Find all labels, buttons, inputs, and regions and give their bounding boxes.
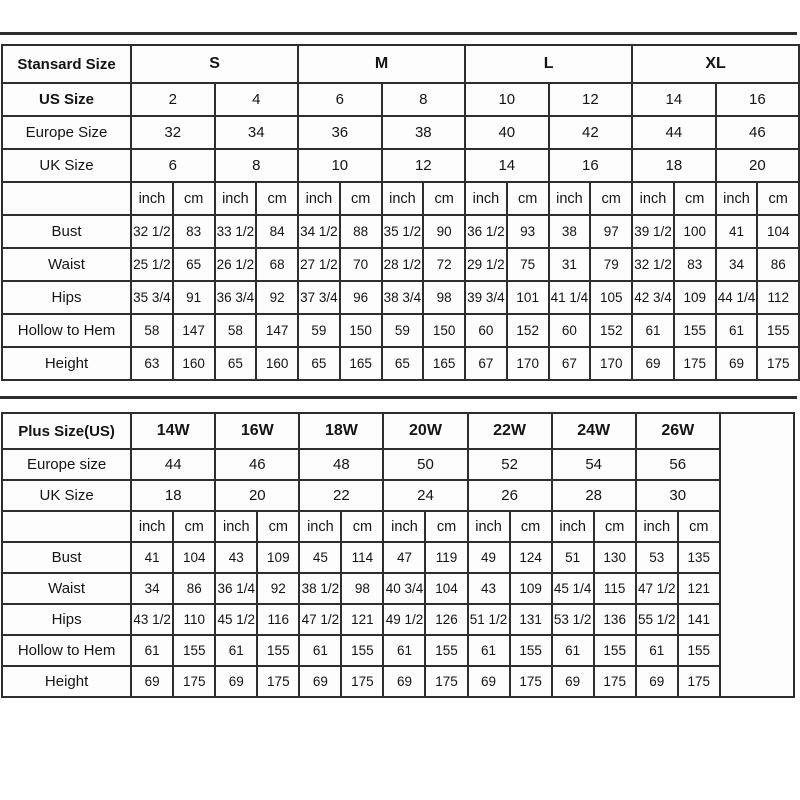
cm-unit-cell: cm bbox=[425, 511, 467, 542]
cm-value-cell: 86 bbox=[757, 248, 799, 281]
cm-value-cell: 126 bbox=[425, 604, 467, 635]
inch-value-cell: 65 bbox=[382, 347, 424, 380]
cm-value-cell: 175 bbox=[678, 666, 720, 697]
uk-size-cell: 30 bbox=[636, 480, 720, 511]
cm-value-cell: 93 bbox=[507, 215, 549, 248]
cm-value-cell: 109 bbox=[257, 542, 299, 573]
inch-unit-cell: inch bbox=[131, 182, 173, 215]
inch-value-cell: 41 bbox=[131, 542, 173, 573]
inch-value-cell: 51 1/2 bbox=[468, 604, 510, 635]
cm-value-cell: 131 bbox=[510, 604, 552, 635]
cm-value-cell: 155 bbox=[257, 635, 299, 666]
measurement-label: Waist bbox=[2, 573, 131, 604]
us-size-cell: 8 bbox=[382, 83, 466, 116]
cm-value-cell: 175 bbox=[173, 666, 215, 697]
europe-size-cell: 46 bbox=[716, 116, 800, 149]
inch-unit-cell: inch bbox=[552, 511, 594, 542]
inch-value-cell: 41 bbox=[716, 215, 758, 248]
cm-value-cell: 170 bbox=[507, 347, 549, 380]
table-row bbox=[2, 347, 799, 380]
inch-value-cell: 32 1/2 bbox=[131, 215, 173, 248]
cm-unit-cell: cm bbox=[674, 182, 716, 215]
cm-value-cell: 155 bbox=[425, 635, 467, 666]
measurement-label: Waist bbox=[2, 248, 131, 281]
inch-value-cell: 60 bbox=[465, 314, 507, 347]
inch-value-cell: 29 1/2 bbox=[465, 248, 507, 281]
inch-value-cell: 58 bbox=[131, 314, 173, 347]
cm-value-cell: 70 bbox=[340, 248, 382, 281]
europe-size-cell: 56 bbox=[636, 449, 720, 480]
cm-value-cell: 109 bbox=[674, 281, 716, 314]
measurement-label: Hollow to Hem bbox=[2, 314, 131, 347]
unit-row-blank-cell bbox=[2, 511, 131, 542]
cm-value-cell: 109 bbox=[510, 573, 552, 604]
inch-value-cell: 63 bbox=[131, 347, 173, 380]
europe-size-cell: 44 bbox=[632, 116, 716, 149]
inch-value-cell: 35 1/2 bbox=[382, 215, 424, 248]
inch-value-cell: 27 1/2 bbox=[298, 248, 340, 281]
cm-unit-cell: cm bbox=[757, 182, 799, 215]
unit-row-blank-cell bbox=[2, 182, 131, 215]
middle-divider bbox=[0, 396, 797, 399]
measurement-label: Height bbox=[2, 666, 131, 697]
standard-size-table bbox=[1, 44, 800, 381]
cm-value-cell: 160 bbox=[173, 347, 215, 380]
cm-unit-cell: cm bbox=[341, 511, 383, 542]
inch-value-cell: 36 3/4 bbox=[215, 281, 257, 314]
cm-value-cell: 100 bbox=[674, 215, 716, 248]
inch-value-cell: 41 1/4 bbox=[549, 281, 591, 314]
cm-value-cell: 150 bbox=[423, 314, 465, 347]
europe-size-cell: 44 bbox=[131, 449, 215, 480]
table-row bbox=[2, 511, 794, 542]
us-size-cell: 16 bbox=[716, 83, 800, 116]
cm-value-cell: 175 bbox=[257, 666, 299, 697]
cm-value-cell: 121 bbox=[678, 573, 720, 604]
inch-unit-cell: inch bbox=[215, 511, 257, 542]
europe-size-cell: 38 bbox=[382, 116, 466, 149]
uk-size-cell: 18 bbox=[632, 149, 716, 182]
cm-value-cell: 155 bbox=[757, 314, 799, 347]
uk-size-cell: 28 bbox=[552, 480, 636, 511]
cm-value-cell: 121 bbox=[341, 604, 383, 635]
inch-value-cell: 69 bbox=[552, 666, 594, 697]
inch-value-cell: 60 bbox=[549, 314, 591, 347]
cm-unit-cell: cm bbox=[173, 511, 215, 542]
cm-value-cell: 83 bbox=[674, 248, 716, 281]
us-size-cell: 2 bbox=[131, 83, 215, 116]
inch-value-cell: 58 bbox=[215, 314, 257, 347]
cm-unit-cell: cm bbox=[256, 182, 298, 215]
inch-value-cell: 61 bbox=[716, 314, 758, 347]
cm-value-cell: 90 bbox=[423, 215, 465, 248]
size-system-label: Stansard Size bbox=[2, 45, 131, 83]
europe-size-cell: 32 bbox=[131, 116, 215, 149]
cm-value-cell: 175 bbox=[674, 347, 716, 380]
uk-size-label: UK Size bbox=[2, 149, 131, 182]
measurement-label: Height bbox=[2, 347, 131, 380]
size-group-cell: M bbox=[298, 45, 465, 83]
inch-value-cell: 38 1/2 bbox=[299, 573, 341, 604]
uk-size-cell: 22 bbox=[299, 480, 383, 511]
cm-unit-cell: cm bbox=[507, 182, 549, 215]
table-row bbox=[2, 604, 794, 635]
uk-size-cell: 24 bbox=[383, 480, 467, 511]
cm-value-cell: 175 bbox=[757, 347, 799, 380]
inch-value-cell: 39 3/4 bbox=[465, 281, 507, 314]
cm-value-cell: 96 bbox=[340, 281, 382, 314]
uk-size-cell: 20 bbox=[215, 480, 299, 511]
cm-value-cell: 101 bbox=[507, 281, 549, 314]
inch-value-cell: 69 bbox=[299, 666, 341, 697]
uk-size-cell: 20 bbox=[716, 149, 800, 182]
measurement-label: Hips bbox=[2, 604, 131, 635]
us-size-label: US Size bbox=[2, 83, 131, 116]
table-row bbox=[2, 281, 799, 314]
inch-value-cell: 49 1/2 bbox=[383, 604, 425, 635]
cm-value-cell: 83 bbox=[173, 215, 215, 248]
uk-size-cell: 12 bbox=[382, 149, 466, 182]
inch-value-cell: 45 bbox=[299, 542, 341, 573]
inch-value-cell: 61 bbox=[299, 635, 341, 666]
cm-value-cell: 79 bbox=[590, 248, 632, 281]
inch-value-cell: 61 bbox=[383, 635, 425, 666]
inch-value-cell: 47 bbox=[383, 542, 425, 573]
europe-size-cell: 36 bbox=[298, 116, 382, 149]
cm-value-cell: 124 bbox=[510, 542, 552, 573]
inch-unit-cell: inch bbox=[716, 182, 758, 215]
size-group-cell: XL bbox=[632, 45, 799, 83]
inch-value-cell: 40 3/4 bbox=[383, 573, 425, 604]
table-row bbox=[2, 666, 794, 697]
table-row bbox=[2, 215, 799, 248]
inch-value-cell: 61 bbox=[131, 635, 173, 666]
cm-value-cell: 115 bbox=[594, 573, 636, 604]
inch-unit-cell: inch bbox=[382, 182, 424, 215]
inch-value-cell: 69 bbox=[383, 666, 425, 697]
cm-value-cell: 141 bbox=[678, 604, 720, 635]
inch-value-cell: 53 1/2 bbox=[552, 604, 594, 635]
cm-value-cell: 155 bbox=[341, 635, 383, 666]
cm-value-cell: 155 bbox=[173, 635, 215, 666]
inch-unit-cell: inch bbox=[632, 182, 674, 215]
inch-value-cell: 69 bbox=[636, 666, 678, 697]
uk-size-cell: 8 bbox=[215, 149, 299, 182]
inch-value-cell: 47 1/2 bbox=[636, 573, 678, 604]
us-size-cell: 12 bbox=[549, 83, 633, 116]
inch-value-cell: 61 bbox=[468, 635, 510, 666]
cm-value-cell: 175 bbox=[594, 666, 636, 697]
cm-value-cell: 104 bbox=[425, 573, 467, 604]
inch-value-cell: 67 bbox=[549, 347, 591, 380]
cm-value-cell: 91 bbox=[173, 281, 215, 314]
table-row bbox=[2, 149, 799, 182]
table-row bbox=[2, 413, 794, 449]
cm-unit-cell: cm bbox=[594, 511, 636, 542]
measurement-label: Bust bbox=[2, 215, 131, 248]
cm-value-cell: 135 bbox=[678, 542, 720, 573]
inch-value-cell: 38 3/4 bbox=[382, 281, 424, 314]
table-row bbox=[2, 573, 794, 604]
cm-value-cell: 110 bbox=[173, 604, 215, 635]
cm-value-cell: 165 bbox=[340, 347, 382, 380]
inch-unit-cell: inch bbox=[215, 182, 257, 215]
inch-value-cell: 49 bbox=[468, 542, 510, 573]
europe-size-cell: 40 bbox=[465, 116, 549, 149]
europe-size-cell: 52 bbox=[468, 449, 552, 480]
size-group-cell: 20W bbox=[383, 413, 467, 449]
cm-value-cell: 65 bbox=[173, 248, 215, 281]
cm-unit-cell: cm bbox=[678, 511, 720, 542]
inch-unit-cell: inch bbox=[383, 511, 425, 542]
inch-value-cell: 43 bbox=[468, 573, 510, 604]
us-size-cell: 10 bbox=[465, 83, 549, 116]
inch-value-cell: 43 1/2 bbox=[131, 604, 173, 635]
cm-value-cell: 170 bbox=[590, 347, 632, 380]
inch-unit-cell: inch bbox=[468, 511, 510, 542]
size-group-cell: 24W bbox=[552, 413, 636, 449]
cm-value-cell: 98 bbox=[341, 573, 383, 604]
size-system-label: Plus Size(US) bbox=[2, 413, 131, 449]
table-row bbox=[2, 635, 794, 666]
plus-size-table bbox=[1, 412, 795, 698]
cm-value-cell: 88 bbox=[340, 215, 382, 248]
inch-value-cell: 51 bbox=[552, 542, 594, 573]
size-group-cell: 26W bbox=[636, 413, 720, 449]
cm-value-cell: 175 bbox=[425, 666, 467, 697]
inch-value-cell: 26 1/2 bbox=[215, 248, 257, 281]
uk-size-cell: 10 bbox=[298, 149, 382, 182]
inch-value-cell: 34 bbox=[131, 573, 173, 604]
inch-value-cell: 39 1/2 bbox=[632, 215, 674, 248]
uk-size-cell: 16 bbox=[549, 149, 633, 182]
cm-value-cell: 130 bbox=[594, 542, 636, 573]
europe-size-cell: 48 bbox=[299, 449, 383, 480]
inch-unit-cell: inch bbox=[549, 182, 591, 215]
inch-value-cell: 59 bbox=[382, 314, 424, 347]
cm-value-cell: 98 bbox=[423, 281, 465, 314]
cm-value-cell: 155 bbox=[674, 314, 716, 347]
europe-size-cell: 54 bbox=[552, 449, 636, 480]
inch-value-cell: 42 3/4 bbox=[632, 281, 674, 314]
cm-value-cell: 84 bbox=[256, 215, 298, 248]
inch-unit-cell: inch bbox=[465, 182, 507, 215]
uk-size-label: UK Size bbox=[2, 480, 131, 511]
europe-size-cell: 46 bbox=[215, 449, 299, 480]
cm-unit-cell: cm bbox=[257, 511, 299, 542]
inch-value-cell: 69 bbox=[716, 347, 758, 380]
cm-value-cell: 72 bbox=[423, 248, 465, 281]
empty-cell bbox=[720, 413, 794, 697]
cm-value-cell: 68 bbox=[256, 248, 298, 281]
cm-value-cell: 92 bbox=[257, 573, 299, 604]
size-group-cell: 18W bbox=[299, 413, 383, 449]
inch-value-cell: 34 bbox=[716, 248, 758, 281]
cm-value-cell: 152 bbox=[590, 314, 632, 347]
inch-unit-cell: inch bbox=[636, 511, 678, 542]
europe-size-label: Europe Size bbox=[2, 116, 131, 149]
europe-size-cell: 50 bbox=[383, 449, 467, 480]
cm-value-cell: 116 bbox=[257, 604, 299, 635]
table-row bbox=[2, 248, 799, 281]
inch-value-cell: 35 3/4 bbox=[131, 281, 173, 314]
inch-value-cell: 59 bbox=[298, 314, 340, 347]
size-group-cell: S bbox=[131, 45, 298, 83]
cm-value-cell: 114 bbox=[341, 542, 383, 573]
cm-value-cell: 86 bbox=[173, 573, 215, 604]
table-row bbox=[2, 449, 794, 480]
inch-value-cell: 44 1/4 bbox=[716, 281, 758, 314]
uk-size-cell: 6 bbox=[131, 149, 215, 182]
cm-value-cell: 175 bbox=[510, 666, 552, 697]
inch-value-cell: 31 bbox=[549, 248, 591, 281]
cm-value-cell: 175 bbox=[341, 666, 383, 697]
size-group-cell: L bbox=[465, 45, 632, 83]
size-group-cell: 22W bbox=[468, 413, 552, 449]
inch-value-cell: 38 bbox=[549, 215, 591, 248]
measurement-label: Bust bbox=[2, 542, 131, 573]
table-row bbox=[2, 83, 799, 116]
inch-unit-cell: inch bbox=[131, 511, 173, 542]
cm-value-cell: 147 bbox=[173, 314, 215, 347]
inch-value-cell: 69 bbox=[131, 666, 173, 697]
table-row bbox=[2, 45, 799, 83]
measurement-label: Hips bbox=[2, 281, 131, 314]
cm-unit-cell: cm bbox=[423, 182, 465, 215]
cm-value-cell: 155 bbox=[510, 635, 552, 666]
inch-value-cell: 61 bbox=[215, 635, 257, 666]
cm-unit-cell: cm bbox=[590, 182, 632, 215]
inch-value-cell: 61 bbox=[552, 635, 594, 666]
inch-value-cell: 32 1/2 bbox=[632, 248, 674, 281]
cm-value-cell: 75 bbox=[507, 248, 549, 281]
us-size-cell: 14 bbox=[632, 83, 716, 116]
size-group-cell: 14W bbox=[131, 413, 215, 449]
uk-size-cell: 18 bbox=[131, 480, 215, 511]
inch-value-cell: 69 bbox=[215, 666, 257, 697]
inch-value-cell: 47 1/2 bbox=[299, 604, 341, 635]
inch-value-cell: 55 1/2 bbox=[636, 604, 678, 635]
uk-size-cell: 14 bbox=[465, 149, 549, 182]
europe-size-cell: 34 bbox=[215, 116, 299, 149]
cm-value-cell: 160 bbox=[256, 347, 298, 380]
inch-value-cell: 65 bbox=[215, 347, 257, 380]
cm-value-cell: 105 bbox=[590, 281, 632, 314]
inch-value-cell: 69 bbox=[632, 347, 674, 380]
inch-value-cell: 65 bbox=[298, 347, 340, 380]
inch-unit-cell: inch bbox=[298, 182, 340, 215]
inch-value-cell: 36 1/4 bbox=[215, 573, 257, 604]
inch-value-cell: 45 1/2 bbox=[215, 604, 257, 635]
top-divider bbox=[0, 32, 797, 35]
uk-size-cell: 26 bbox=[468, 480, 552, 511]
cm-value-cell: 136 bbox=[594, 604, 636, 635]
cm-value-cell: 92 bbox=[256, 281, 298, 314]
cm-value-cell: 112 bbox=[757, 281, 799, 314]
cm-value-cell: 119 bbox=[425, 542, 467, 573]
cm-value-cell: 104 bbox=[173, 542, 215, 573]
table-row bbox=[2, 182, 799, 215]
cm-unit-cell: cm bbox=[340, 182, 382, 215]
cm-value-cell: 150 bbox=[340, 314, 382, 347]
cm-unit-cell: cm bbox=[510, 511, 552, 542]
inch-value-cell: 45 1/4 bbox=[552, 573, 594, 604]
inch-value-cell: 43 bbox=[215, 542, 257, 573]
measurement-label: Hollow to Hem bbox=[2, 635, 131, 666]
cm-value-cell: 152 bbox=[507, 314, 549, 347]
inch-value-cell: 67 bbox=[465, 347, 507, 380]
table-row bbox=[2, 314, 799, 347]
inch-value-cell: 69 bbox=[468, 666, 510, 697]
inch-value-cell: 25 1/2 bbox=[131, 248, 173, 281]
table-row bbox=[2, 542, 794, 573]
table-row bbox=[2, 116, 799, 149]
cm-value-cell: 155 bbox=[678, 635, 720, 666]
cm-value-cell: 155 bbox=[594, 635, 636, 666]
inch-unit-cell: inch bbox=[299, 511, 341, 542]
cm-value-cell: 104 bbox=[757, 215, 799, 248]
table-row bbox=[2, 480, 794, 511]
inch-value-cell: 34 1/2 bbox=[298, 215, 340, 248]
inch-value-cell: 33 1/2 bbox=[215, 215, 257, 248]
us-size-cell: 6 bbox=[298, 83, 382, 116]
europe-size-label: Europe size bbox=[2, 449, 131, 480]
inch-value-cell: 37 3/4 bbox=[298, 281, 340, 314]
cm-unit-cell: cm bbox=[173, 182, 215, 215]
cm-value-cell: 147 bbox=[256, 314, 298, 347]
us-size-cell: 4 bbox=[215, 83, 299, 116]
inch-value-cell: 36 1/2 bbox=[465, 215, 507, 248]
inch-value-cell: 61 bbox=[636, 635, 678, 666]
size-group-cell: 16W bbox=[215, 413, 299, 449]
cm-value-cell: 165 bbox=[423, 347, 465, 380]
inch-value-cell: 28 1/2 bbox=[382, 248, 424, 281]
inch-value-cell: 61 bbox=[632, 314, 674, 347]
inch-value-cell: 53 bbox=[636, 542, 678, 573]
cm-value-cell: 97 bbox=[590, 215, 632, 248]
europe-size-cell: 42 bbox=[549, 116, 633, 149]
